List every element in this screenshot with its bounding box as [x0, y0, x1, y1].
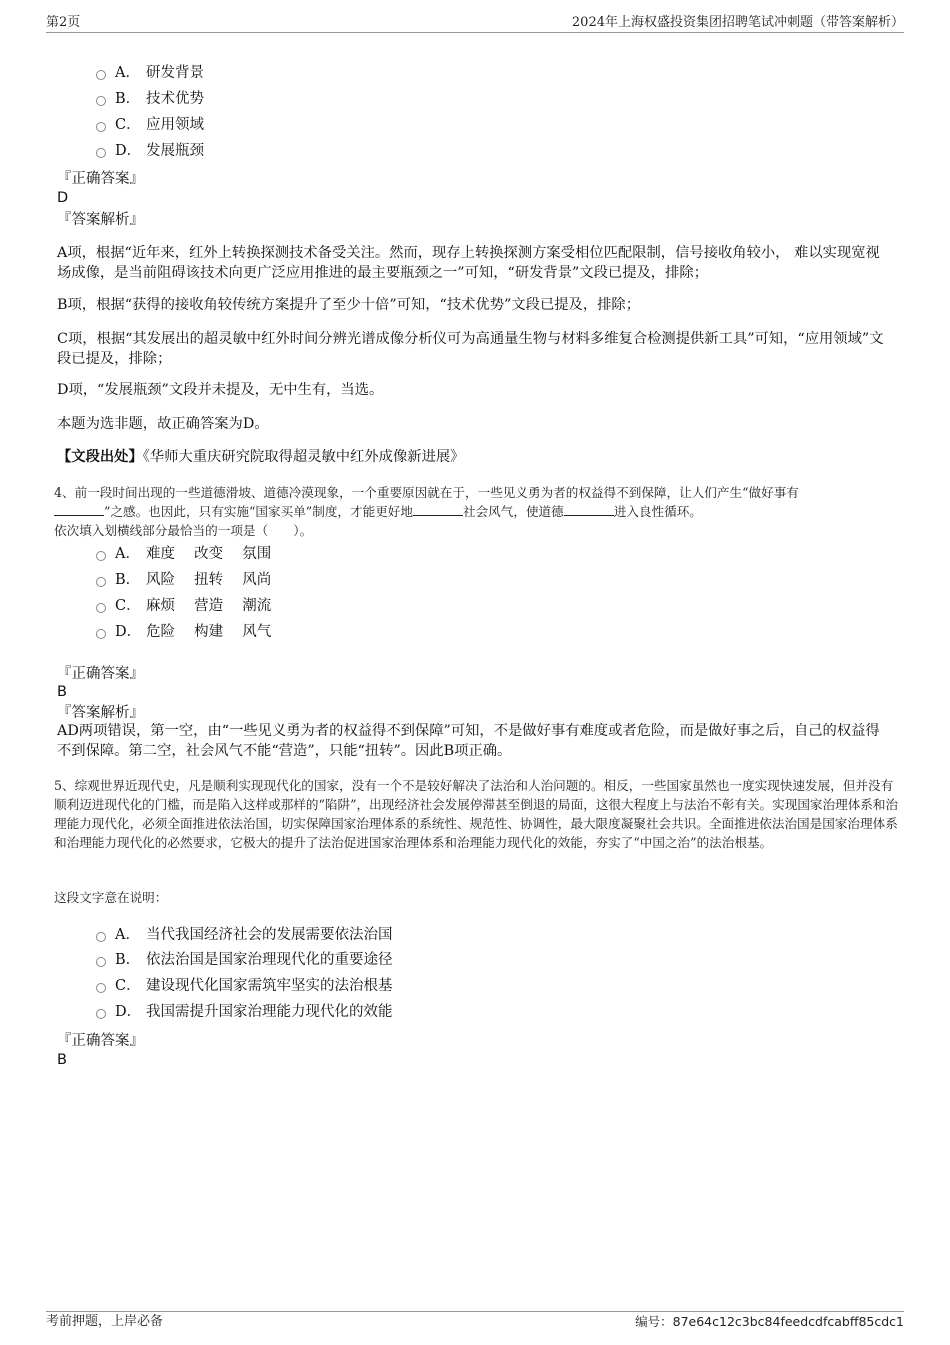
q3-conclusion: 本题为选非题，故正确答案为D。 — [57, 416, 269, 432]
radio-icon[interactable] — [96, 957, 106, 967]
q3-answer-label: 『正确答案』 — [57, 171, 144, 187]
q3-analysis-label: 『答案解析』 — [57, 212, 144, 228]
q5-prompt: 这段文字意在说明： — [54, 890, 168, 905]
radio-icon[interactable] — [96, 983, 106, 993]
header-divider — [46, 32, 904, 33]
q4-analysis-label: 『答案解析』 — [57, 705, 144, 721]
blank-line[interactable] — [54, 503, 104, 516]
footer-divider — [46, 1311, 904, 1312]
footer-slogan: 考前押题，上岸必备 — [46, 1314, 164, 1329]
page-number: 第2页 — [46, 15, 81, 30]
radio-icon[interactable] — [96, 122, 106, 132]
q5-stem: 5、综观世界近现代史，凡是顺利实现现代化的国家，没有一个不是较好解决了法治和人治问题的。相反，一些国家虽然也一度实现快速发展，但并没有顺利迈进现代化的门槛，而是陷入这样或那样的“陷阱”，出现经济社会发展停滞甚至倒退的局面，这很大程度上与法治不彰有关。实现国家治理体系和治理能力现代化，必须全面推进依法治国，切实保障国家治理体系的系统性、规范性、协调性，最大限度凝聚社会共识。全面推进依法治国是国家治理体系和治理能力现代化的必然要求，它极大的提升了法治促进国家治理体系和治理能力现代化的效能，夯实了“中国之治”的法治根基。 — [54, 778, 899, 850]
radio-icon[interactable] — [96, 70, 106, 80]
radio-icon[interactable] — [96, 1009, 106, 1019]
radio-icon[interactable] — [96, 551, 106, 561]
q3-source: 【文段出处】《华师大重庆研究院取得超灵敏中红外成像新进展》 — [57, 449, 465, 465]
q4-answer-label: 『正确答案』 — [57, 666, 144, 682]
radio-icon[interactable] — [96, 603, 106, 613]
q3-analysis-c: C项，根据“其发展出的超灵敏中红外时间分辨光谱成像分析仪可为高通量生物与材料多维复合检测提供新工具”可知，“应用领域”文段已提及，排除； — [57, 331, 884, 367]
blank-line[interactable] — [413, 503, 463, 516]
q4-analysis: AD两项错误，第一空，由“一些见义勇为者的权益得不到保障”可知，不是做好事有难度或者危险，而是做好事之后，自己的权益得不到保障。第二空，社会风气不能“营造”，只能“扭转”。因此B项正确。 — [57, 723, 880, 759]
q4-stem: 4、前一段时间出现的一些道德滑坡、道德冷漠现象，一个重要原因就在于，一些见义勇为者的权益得不到保障，让人们产生“做好事有 ”之感。也因此，只有实施“国家买单”制度，才能更好地 社会风气，使道德 进入良性循环。 依次填入划横线部分最恰当的一项是（ ）。 — [54, 485, 799, 538]
radio-icon[interactable] — [96, 577, 106, 587]
document-title: 2024年上海权盛投资集团招聘笔试冲刺题（带答案解析） — [571, 15, 904, 30]
radio-icon[interactable] — [96, 96, 106, 106]
q5-answer-label: 『正确答案』 — [57, 1033, 144, 1049]
q3-analysis-d: D项，“发展瓶颈”文段并未提及，无中生有，当选。 — [57, 382, 384, 398]
radio-icon[interactable] — [96, 932, 106, 942]
q4-answer: B — [57, 684, 67, 700]
q3-analysis-b: B项，根据“获得的接收角较传统方案提升了至少十倍”可知，“技术优势”文段已提及，排除； — [57, 297, 641, 313]
q3-analysis-a: A项，根据“近年来，红外上转换探测技术备受关注。然而，现存上转换探测方案受相位匹配限制，信号接收角较小， 难以实现宽视场成像，是当前阻碍该技术向更广泛应用推进的最主要瓶颈之一”可知，“研发背景”文段已提及，排除； — [57, 245, 880, 281]
q5-answer: B — [57, 1052, 67, 1068]
radio-icon[interactable] — [96, 629, 106, 639]
document-id: 编号：87e64c12c3bc84feedcdfcabff85cdc1 — [635, 1314, 904, 1329]
blank-line[interactable] — [564, 503, 614, 516]
q3-answer: D — [57, 190, 69, 206]
radio-icon[interactable] — [96, 148, 106, 158]
